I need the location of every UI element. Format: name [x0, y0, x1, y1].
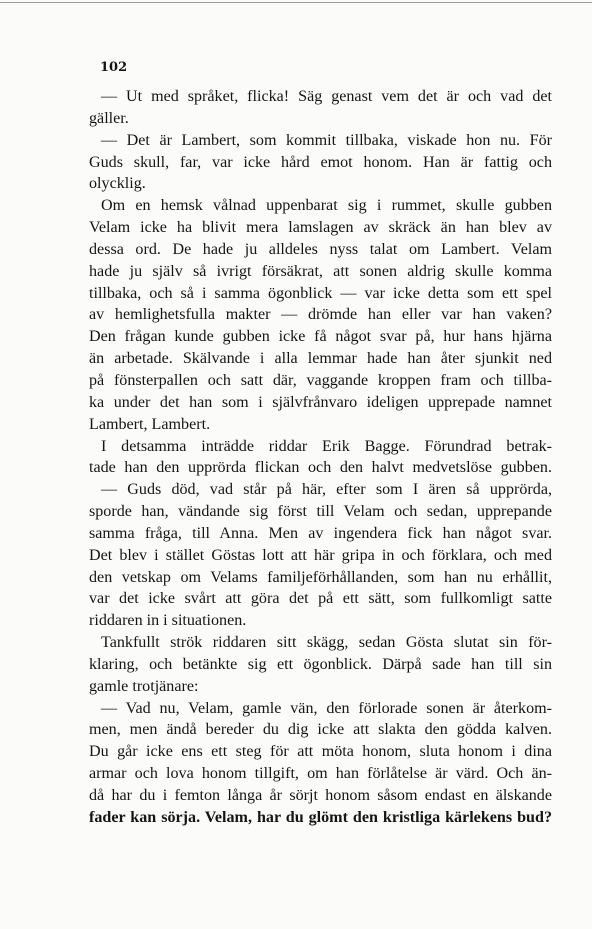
text-line: den vetskap om Velams familjeförhållanden, som han nu erhållit, [89, 568, 552, 586]
text-line: armar och lova honom tillgift, om han förlåtelse är värd. Och än- [89, 765, 552, 783]
text-line: gamle trotjänare: [89, 677, 199, 695]
text-line: — Det är Lambert, som kommit tillbaka, viskade hon nu. För [101, 131, 552, 149]
text-line: riddaren in i situationen. [89, 612, 247, 630]
text-line: Guds skull, far, var icke hård emot honom. Han är fattig och [89, 153, 552, 171]
text-line: Velam icke ha blivit mera lamslagen av skräck än han blev av [89, 219, 552, 237]
page-number: 102 [100, 60, 128, 75]
text-line: tillbaka, och så i samma ögonblick — var icke detta som ett spel [89, 284, 552, 302]
text-line: Om en hemsk vålnad uppenbarat sig i rummet, skulle gubben [101, 197, 552, 215]
text-line: Tankfullt strök riddaren sitt skägg, sedan Gösta slutat sin för- [101, 634, 552, 652]
text-line: ka under det han som i självfrånvaro ideligen upprepade namnet [89, 393, 552, 411]
text-line: tade han den upprörda flickan och den halvt medvetslöse gubben. [89, 459, 552, 477]
text-line: Det blev i stället Göstas lott att här gripa in och förklara, och med [89, 546, 552, 564]
text-line: än arbetade. Skälvande i alla lemmar hade han åter sjunkit ned [89, 350, 552, 368]
body-text [89, 86, 552, 829]
text-line: var det icke svårt att göra det på ett sätt, som fullkomligt satte [89, 590, 552, 608]
text-line: Den frågan kunde gubben icke få något svar på, hur hans hjärna [89, 328, 552, 346]
text-line: men, men ändå bereder du dig icke att slakta den gödda kalven. [89, 721, 552, 739]
text-line: I detsamma inträdde riddar Erik Bagge. Förundrad betrak- [101, 437, 552, 455]
text-line: olycklig. [89, 175, 146, 193]
text-line: gäller. [89, 109, 129, 127]
text-line: — Guds död, vad står på här, efter som I ären så upprörda, [101, 481, 552, 499]
text-line: dessa ord. De hade ju alldeles nyss talat om Lambert. Velam [89, 240, 552, 258]
text-line: Du går icke ens ett steg för att möta honom, sluta honom i dina [89, 743, 552, 761]
text-line: hade ju själv så ivrigt försäkrat, att sonen aldrig skulle komma [89, 262, 552, 280]
text-line: samma fråga, till Anna. Men av ingendera fick han något svar. [89, 524, 552, 542]
text-line: fader kan sörja. Velam, har du glömt den kristliga kärlekens bud? [89, 808, 552, 826]
text-line: — Ut med språket, flicka! Säg genast vem det är och vad det [101, 88, 552, 105]
text-line: sporde han, vändande sig först till Velam och sedan, upprepande [89, 503, 552, 521]
text-line: Lambert, Lambert. [89, 415, 211, 433]
text-line: — Vad nu, Velam, gamle vän, den förlorade sonen är återkom- [101, 699, 552, 717]
text-line: på fönsterpallen och satt där, vaggande kroppen fram och tillba- [89, 371, 552, 389]
text-line: klaring, och betänkte sig ett ögonblick. Därpå sade han till sin [89, 655, 552, 673]
text-line: av hemlighetsfulla makter — drömde han eller var han vaken? [89, 306, 552, 324]
top-edge-rule [0, 2, 592, 3]
text-line: då har du i femton långa år sörjt honom såsom endast en älskande [89, 787, 552, 804]
